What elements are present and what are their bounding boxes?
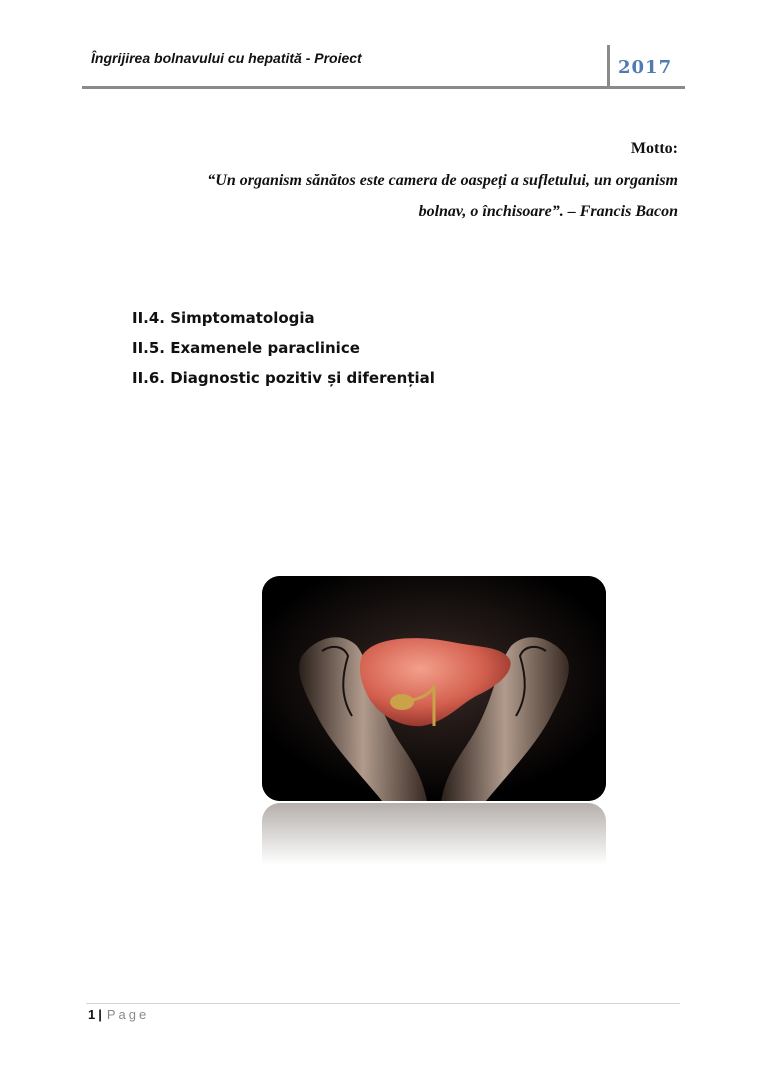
motto-label: Motto: (630, 140, 678, 157)
header-title: Îngrijirea bolnavului cu hepatită - Proiect (91, 50, 362, 66)
liver-in-hands-image (262, 576, 606, 801)
section-heading-4: II.4. Simptomatologia (132, 309, 315, 327)
motto-quote (140, 165, 678, 227)
footer-separator: | (98, 1007, 102, 1022)
motto-line-1: “Un organism sănătos este camera de oaspeți a sufletului, un organism (207, 172, 678, 189)
page-number: 1 (88, 1007, 96, 1022)
header-year: 2017 (618, 57, 673, 78)
header-rule (82, 86, 685, 89)
footer-rule (86, 1003, 680, 1004)
page-label: Page (106, 1007, 150, 1022)
motto-line-2: bolnav, o închisoare”. – Francis Bacon (418, 203, 678, 220)
header-divider (607, 45, 610, 87)
section-heading-6: II.6. Diagnostic pozitiv și diferențial (132, 369, 435, 387)
liver-illustration (262, 576, 606, 801)
image-reflection (262, 803, 606, 865)
section-list (132, 305, 435, 395)
section-heading-5: II.5. Examenele paraclinice (132, 339, 360, 357)
page-footer (88, 1007, 149, 1022)
